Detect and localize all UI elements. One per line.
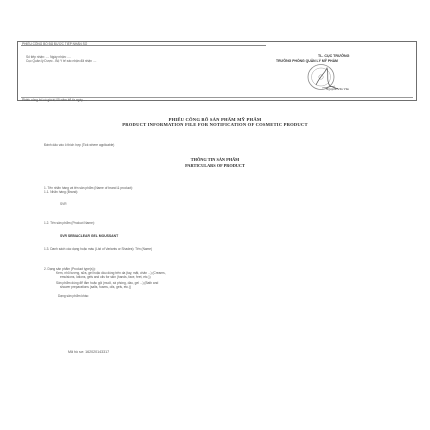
item-1-1-value: SVR <box>60 202 67 206</box>
stamp-left-header-2: Cục Quản lý Dược - Bộ Y tế xác nhận đã nhận .... <box>26 59 97 63</box>
file-code-footer: Mã hồ sơ: 162020143317 <box>68 350 110 354</box>
item-1-2-label: 1.2. Tên sản phẩm (Product Name): <box>44 221 95 225</box>
stamp-department: TRƯỞNG PHÒNG QUẢN LÝ MỸ PHẨM <box>276 59 338 63</box>
stamp-organization: TL. CỤC TRƯỞNG <box>318 54 350 58</box>
stamp-bottom-text: Phiếu công bố có giá trị 05 năm kể từ ngày .... <box>22 98 88 102</box>
item-1-label: 1. Tên nhãn hàng và tên sản phẩm (Name of brand & product): <box>44 186 133 190</box>
stamp-top-text: PHIẾU CÔNG BỐ ĐÃ ĐƯỢC TIẾP NHẬN SỐ <box>22 42 88 46</box>
stamp-left-header-1: Số tiếp nhận: .... Ngày nhận: .... <box>26 55 71 59</box>
item-2-option-d: shower preparations (salts, foams, oils, gels, etc.)) <box>60 285 132 289</box>
document-title-en: PRODUCT INFORMATION FILE FOR NOTIFICATION OF COSMETIC PRODUCT <box>122 122 308 127</box>
item-2-label: 2. Dạng sản phẩm (Product type(s)): <box>44 267 96 271</box>
item-2-option-c: Sản phẩm dùng để tắm hoặc gội (muối, xà phòng, dầu, gel ...) (Bath and <box>56 281 159 285</box>
item-1-3-label: 1.3. Danh sách các dạng hoặc màu (List of Variants or Shades): Tên (Name) <box>44 247 153 251</box>
item-2-option-a: Kem, nhũ tương, sữa, gel hoặc dầu dùng trên da (tay, mặt, chân ...) (Creams, <box>56 271 166 275</box>
intro-instruction: Đánh dấu vào ô thích hợp (Tick where applicable) <box>44 143 115 147</box>
document-title-vi: PHIẾU CÔNG BỐ SẢN PHẨM MỸ PHẨM <box>168 117 262 122</box>
item-1-1-label: 1.1. Nhãn hàng (Brand): <box>44 190 79 194</box>
signer-name: Nguyễn Văn Vân <box>326 87 349 91</box>
item-2-other: Dạng sản phẩm khác: <box>58 294 90 298</box>
item-2-option-b: emulsions, lotions, gels and oils for skin (hands, face, feet, etc.)) <box>60 275 151 279</box>
item-1-2-value: SVR SEBIACLEAR GEL MOUSSANT <box>60 234 119 238</box>
section-title-vi: THÔNG TIN SẢN PHẨM <box>190 157 240 162</box>
approval-stamp-box <box>17 41 417 101</box>
section-title-en: PARTICULARS OF PRODUCT <box>185 163 245 168</box>
